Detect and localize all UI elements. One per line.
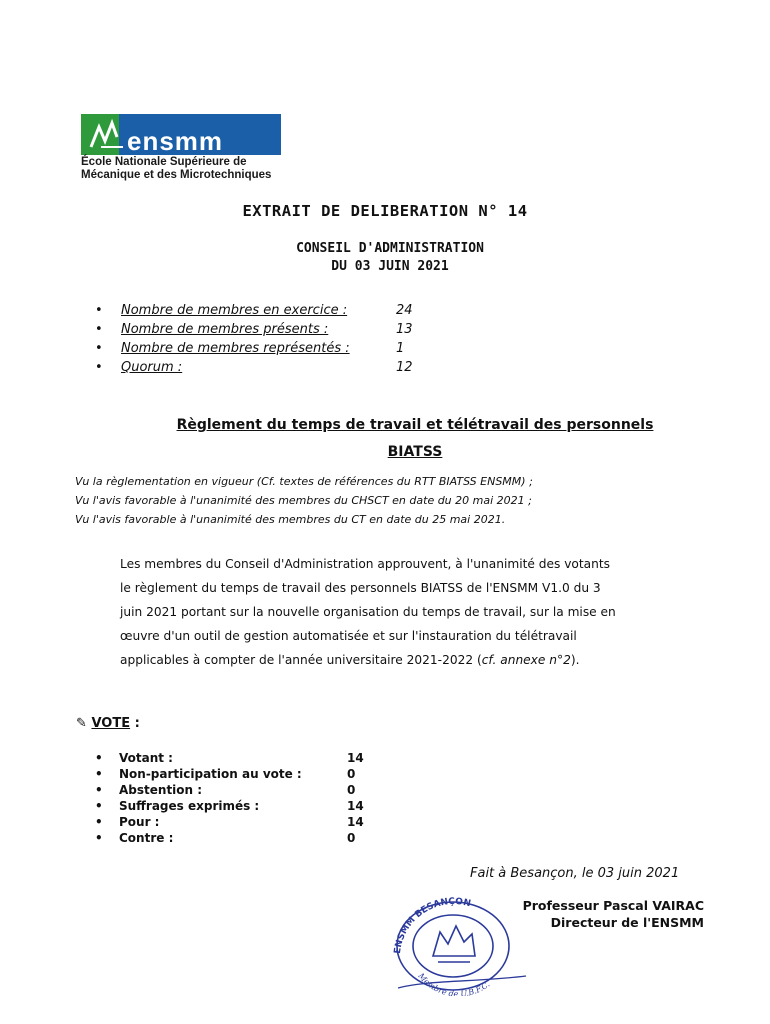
- pencil-icon: ✎: [76, 716, 87, 731]
- bullet: •: [95, 322, 103, 337]
- vote-label: Abstention :: [119, 783, 203, 797]
- resolution-line-end: ).: [570, 653, 580, 667]
- logo-line-2: Mécanique et des Microtechniques: [81, 169, 272, 181]
- vote-value: 14: [347, 799, 364, 813]
- vote-heading-suffix: :: [130, 716, 140, 731]
- vote-value: 0: [347, 831, 356, 845]
- council-date: DU 03 JUIN 2021: [331, 259, 449, 274]
- logo-wordmark: ensmm: [127, 126, 224, 156]
- stat-value: 12: [396, 360, 413, 375]
- section-heading-line-1: Règlement du temps de travail et télétravail des personnels: [176, 417, 654, 433]
- ensmm-logo: [81, 114, 281, 184]
- annex-reference: cf. annexe n°2: [481, 653, 571, 667]
- stamp-bottom-text: Membre de U.B.F.C.: [416, 971, 492, 996]
- bullet: •: [95, 815, 103, 829]
- stat-label: Nombre de membres représentés :: [121, 341, 350, 356]
- bullet: •: [95, 341, 103, 356]
- place-date: Fait à Besançon, le 03 juin 2021: [470, 866, 680, 881]
- vote-label: Votant :: [119, 751, 173, 765]
- stat-value: 13: [396, 322, 413, 337]
- resolution-text: [120, 552, 720, 672]
- logo-line-1: École Nationale Supérieure de: [81, 156, 247, 168]
- consideration-line: Vu la règlementation en vigueur (Cf. textes de références du RTT BIATSS ENSMM) ;: [75, 475, 533, 488]
- bullet: •: [95, 767, 103, 781]
- resolution-line: [120, 648, 720, 672]
- stat-value: 1: [396, 341, 405, 356]
- bullet: •: [95, 831, 103, 845]
- council-title: CONSEIL D'ADMINISTRATION: [296, 241, 484, 256]
- vote-value: 14: [347, 751, 364, 765]
- vote-label: Pour :: [119, 815, 160, 829]
- logo-mark-icon: [87, 117, 127, 153]
- bullet: •: [95, 360, 103, 375]
- vote-value: 0: [347, 783, 356, 797]
- vote-label: Suffrages exprimés :: [119, 799, 260, 813]
- resolution-line: juin 2021 portant sur la nouvelle organisation du temps de travail, sur la mise en: [120, 605, 616, 619]
- stamp-top-text: ENSMM BESANÇON: [392, 896, 472, 955]
- consideration-line: Vu l'avis favorable à l'unanimité des membres du CHSCT en date du 20 mai 2021 ;: [75, 494, 532, 507]
- resolution-line: le règlement du temps de travail des personnels BIATSS de l'ENSMM V1.0 du 3: [120, 581, 601, 595]
- vote-value: 14: [347, 815, 364, 829]
- stat-label: Nombre de membres en exercice :: [121, 303, 348, 318]
- vote-label: Contre :: [119, 831, 174, 845]
- bullet: •: [95, 303, 103, 318]
- consideration-line: Vu l'avis favorable à l'unanimité des membres du CT en date du 25 mai 2021.: [75, 513, 506, 526]
- resolution-line-start: applicables à compter de l'année universitaire 2021-2022 (: [120, 653, 482, 667]
- considerations: [75, 472, 533, 529]
- bullet: •: [95, 783, 103, 797]
- stat-label: Nombre de membres présents :: [121, 322, 329, 337]
- vote-heading-label: VOTE: [91, 716, 131, 731]
- signatory-role: Directeur de l'ENSMM: [550, 915, 704, 930]
- bullet: •: [95, 799, 103, 813]
- vote-label: Non-participation au vote :: [119, 767, 302, 781]
- stat-label: Quorum :: [121, 360, 183, 375]
- stat-value: 24: [396, 303, 413, 318]
- signatory-name: Professeur Pascal VAIRAC: [522, 898, 704, 913]
- resolution-line: Les membres du Conseil d'Administration approuvent, à l'unanimité des votants: [120, 557, 610, 571]
- bullet: •: [95, 751, 103, 765]
- section-heading-line-2: BIATSS: [387, 444, 443, 460]
- document-title: EXTRAIT DE DELIBERATION N° 14: [242, 202, 528, 220]
- resolution-line: œuvre d'un outil de gestion automatisée et sur l'instauration du télétravail: [120, 629, 577, 643]
- vote-heading: [76, 716, 140, 731]
- vote-value: 0: [347, 767, 356, 781]
